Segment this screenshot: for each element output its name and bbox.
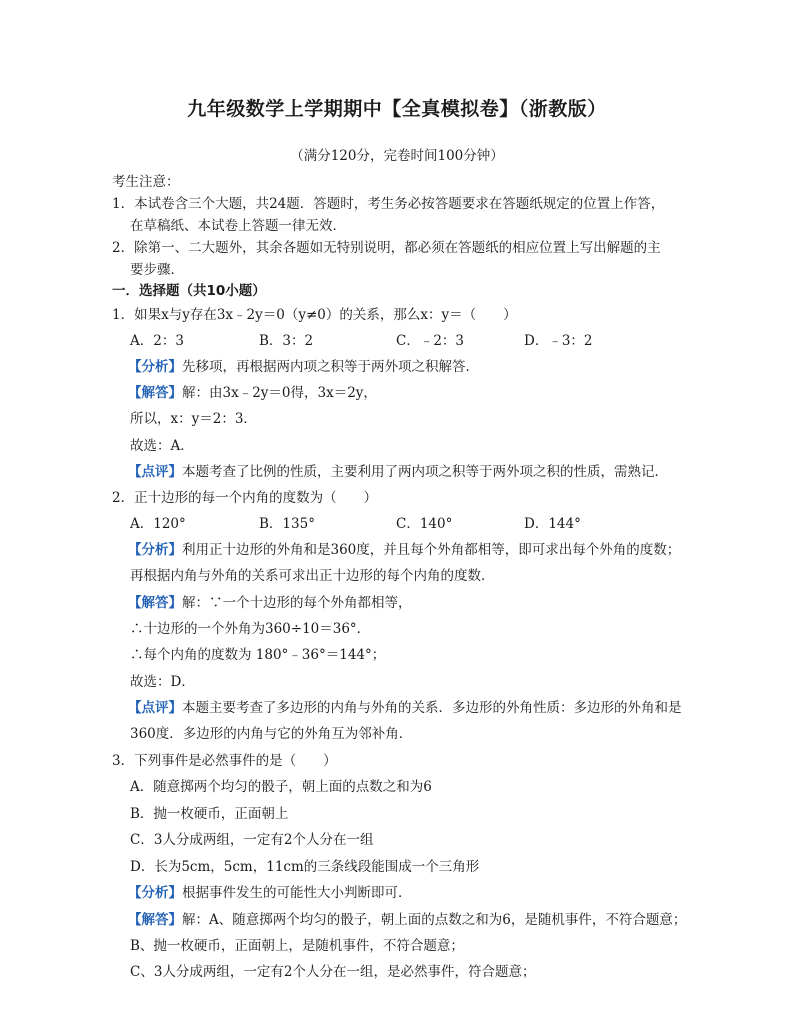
analysis-text: 先移项，再根据两内项之积等于两外项之积解答．	[182, 359, 479, 375]
question-stem: 2．正十边形的每一个内角的度数为（ ）	[112, 490, 378, 506]
notice-label: 考生注意：	[112, 174, 180, 190]
comment-tag: 【点评】	[128, 700, 182, 716]
page-subtitle: （满分120分，完卷时间100分钟）	[290, 148, 504, 164]
notice-item: 要步骤．	[130, 262, 184, 278]
comment-row	[128, 462, 668, 482]
answer-text: 解：∵一个十边形的每个外角都相等，	[182, 595, 412, 611]
answer-text: 故选：D．	[130, 674, 195, 690]
comment-text: 360度．多边形的内角与它的外角互为邻补角．	[130, 726, 413, 742]
analysis-tag: 【分析】	[128, 885, 182, 901]
option-b: B．抛一枚硬币，正面朝上	[130, 806, 289, 822]
option-b: B．3：2	[259, 333, 314, 349]
question-stem: 3．下列事件是必然事件的是（ ）	[112, 753, 337, 769]
analysis-text: 利用正十边形的外角和是360度，并且每个外角都相等，即可求出每个外角的度数；	[182, 542, 681, 558]
option-d: D．144°	[524, 516, 581, 532]
answer-tag: 【解答】	[128, 385, 182, 401]
answer-text: ∴每个内角的度数为 180°﹣36°＝144°；	[130, 647, 386, 663]
analysis-row	[128, 883, 412, 903]
option-c: C．140°	[396, 516, 453, 532]
answer-row	[128, 383, 377, 403]
notice-item: 1．本试卷含三个大题，共24题．答题时，考生务必按答题要求在答题纸规定的位置上作答，	[112, 196, 665, 212]
page-title: 九年级数学上学期期中【全真模拟卷】（浙教版）	[187, 98, 607, 120]
comment-text: 本题主要考查了多边形的内角与外角的关系．多边形的外角性质：多边形的外角和是	[182, 700, 682, 716]
answer-text: C、3人分成两组，一定有2个人分在一组，是必然事件，符合题意；	[130, 964, 536, 980]
notice-item: 在草稿纸、本试卷上答题一律无效．	[130, 218, 346, 234]
option-d: D．长为5cm，5cm，11cm的三条线段能围成一个三角形	[130, 859, 480, 875]
option-d: D．﹣3：2	[524, 333, 593, 349]
option-b: B．135°	[259, 516, 315, 532]
option-a: A．2：3	[130, 333, 184, 349]
option-a: A．随意掷两个均匀的骰子，朝上面的点数之和为6	[130, 779, 432, 795]
answer-text: 所以，x：y＝2：3．	[130, 411, 257, 427]
answer-text: 解：A、随意掷两个均匀的骰子，朝上面的点数之和为6，是随机事件，不符合题意；	[182, 912, 687, 928]
option-c: C．﹣2：3	[396, 333, 465, 349]
answer-text: B、抛一枚硬币，正面朝上，是随机事件，不符合题意；	[130, 938, 464, 954]
question-stem: 1．如果x与y存在3x﹣2y＝0（y≠0）的关系，那么x：y＝（ ）	[112, 307, 517, 323]
option-c: C．3人分成两组，一定有2个人分在一组	[130, 832, 374, 848]
comment-text: 本题考查了比例的性质，主要利用了两内项之积等于两外项之积的性质，需熟记．	[182, 464, 668, 480]
analysis-text: 再根据内角与外角的关系可求出正十边形的每个内角的度数．	[130, 568, 495, 584]
option-a: A．120°	[130, 516, 186, 532]
answer-tag: 【解答】	[128, 595, 182, 611]
answer-row	[128, 593, 412, 613]
comment-row	[128, 698, 682, 718]
analysis-tag: 【分析】	[128, 542, 182, 558]
analysis-row	[128, 540, 680, 560]
answer-text: ∴十边形的一个外角为360÷10＝36°．	[130, 621, 371, 637]
answer-row	[128, 910, 686, 930]
comment-tag: 【点评】	[128, 464, 182, 480]
answer-text: 故选：A．	[130, 438, 194, 454]
analysis-text: 根据事件发生的可能性大小判断即可．	[182, 885, 412, 901]
answer-text: 解：由3x﹣2y＝0得，3x＝2y，	[182, 385, 377, 401]
analysis-tag: 【分析】	[128, 359, 182, 375]
notice-item: 2．除第一、二大题外，其余各题如无特别说明，都必须在答题纸的相应位置上写出解题的主	[112, 240, 661, 256]
analysis-row	[128, 357, 479, 377]
answer-tag: 【解答】	[128, 912, 182, 928]
section-heading: 一．选择题（共10小题）	[112, 283, 266, 299]
